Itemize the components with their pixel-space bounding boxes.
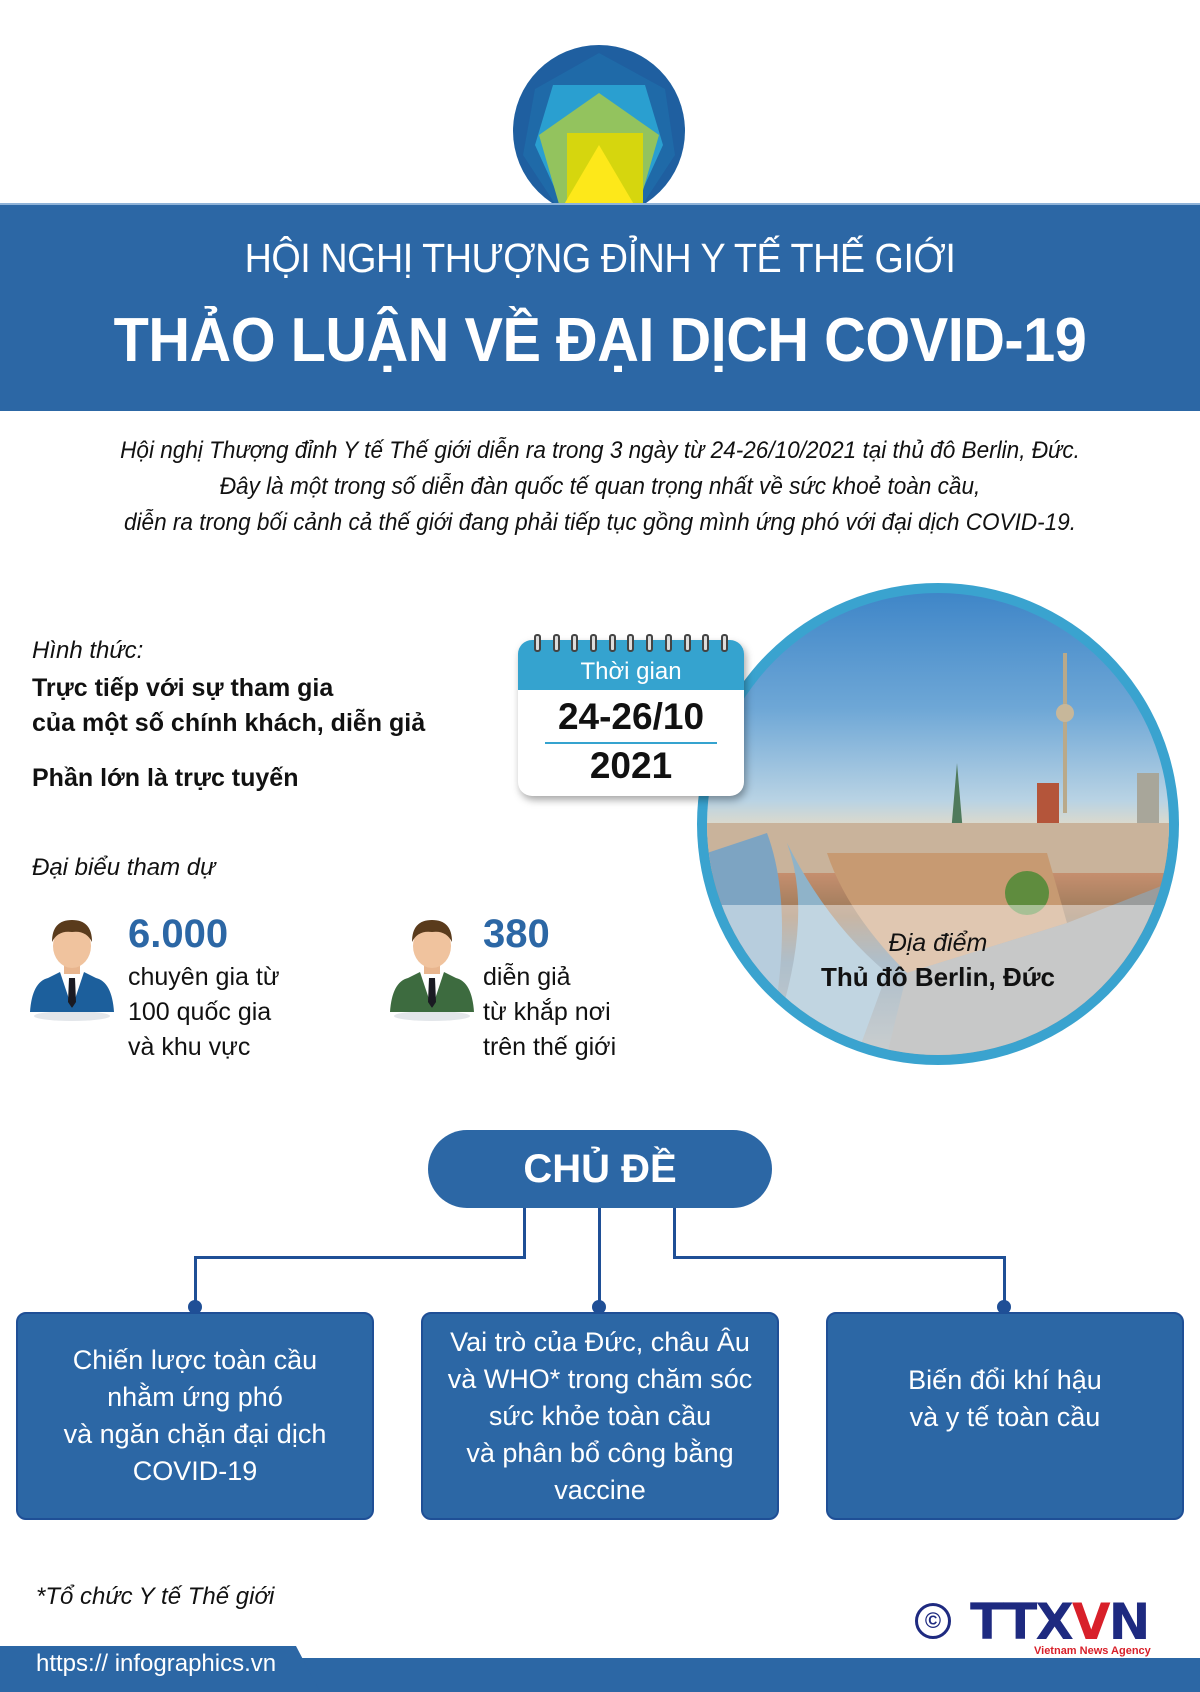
stat-description-speakers (483, 960, 616, 1065)
connector-line (673, 1208, 676, 1258)
brand-v: V (1071, 1593, 1109, 1651)
topic-card-germany-eu-who (421, 1312, 779, 1520)
intro-line: diễn ra trong bối cảnh cả thế giới đang phải tiếp tục gồng mình ứng phó với đại dịch COVID-19. (123, 509, 1077, 536)
person-green-suit-icon (386, 912, 478, 1022)
topic-line: vaccine (554, 1474, 646, 1505)
ring-icon (553, 634, 560, 652)
topic-text (448, 1324, 753, 1509)
header-banner (0, 203, 1200, 411)
ring-icon (627, 634, 634, 652)
delegates-label: Đại biểu tham dự (32, 854, 216, 881)
berlin-skyline-photo (707, 593, 1169, 1055)
format-label: Hình thức: (32, 637, 144, 664)
stat-line: từ khắp nơi (483, 998, 611, 1026)
topic-card-covid-strategy (16, 1312, 374, 1520)
topic-text (64, 1342, 327, 1490)
format-line: Phần lớn là trực tuyến (32, 764, 299, 792)
topic-line: Biến đổi khí hậu (908, 1365, 1102, 1395)
stat-line: và khu vực (128, 1033, 251, 1061)
location-photo-frame (697, 583, 1179, 1065)
topic-line: COVID-19 (132, 1456, 258, 1486)
stat-line: trên thế giới (483, 1033, 617, 1061)
calendar-date: 24-26/10 (557, 696, 705, 737)
location-label: Địa điểm (888, 929, 988, 957)
connector-line (523, 1208, 526, 1258)
ring-icon (702, 634, 709, 652)
ring-icon (609, 634, 616, 652)
connector-line (673, 1256, 1006, 1259)
calendar-card (518, 640, 744, 796)
ring-icon (571, 634, 578, 652)
header-title: THẢO LUẬN VỀ ĐẠI DỊCH COVID-19 (113, 306, 1087, 375)
format-line: Trực tiếp với sự tham gia (32, 674, 334, 702)
topic-text (908, 1362, 1102, 1436)
brand-suffix: N (1108, 1593, 1149, 1651)
footer-url-link[interactable]: https:// infographics.vn (36, 1650, 277, 1677)
format-line: của một số chính khách, diễn giả (32, 709, 426, 737)
stat-line: chuyên gia từ (128, 963, 280, 991)
stat-line: 100 quốc gia (128, 998, 272, 1026)
calendar-year: 2021 (589, 745, 673, 786)
intro-paragraph (36, 433, 1164, 541)
calendar-rings (534, 634, 728, 656)
stat-description-experts (128, 960, 280, 1065)
ring-icon (534, 634, 541, 652)
topic-card-climate-health (826, 1312, 1184, 1520)
stat-number-experts: 6.000 (128, 912, 229, 956)
location-caption (707, 905, 1169, 1055)
location-value: Thủ đô Berlin, Đức (820, 962, 1056, 992)
ring-icon (590, 634, 597, 652)
header-subtitle: HỘI NGHỊ THƯỢNG ĐỈNH Y TẾ THẾ GIỚI (244, 235, 956, 281)
ring-icon (684, 634, 691, 652)
ttxvn-logo (970, 1593, 1149, 1651)
ring-icon (721, 634, 728, 652)
stat-number-speakers: 380 (483, 912, 550, 956)
topic-line: sức khỏe toàn cầu (488, 1400, 712, 1431)
calendar-label: Thời gian (518, 640, 744, 690)
connector-line (194, 1256, 526, 1259)
connector-line (598, 1208, 601, 1310)
topic-line: Vai trò của Đức, châu Âu (450, 1326, 750, 1357)
ring-icon (665, 634, 672, 652)
topic-line: và WHO* trong chăm sóc (447, 1363, 753, 1394)
copyright-icon: © (915, 1603, 951, 1639)
topic-line: Chiến lược toàn cầu (72, 1345, 318, 1375)
footnote: *Tổ chức Y tế Thế giới (36, 1583, 275, 1610)
topic-line: và ngăn chặn đại dịch (63, 1419, 327, 1449)
intro-line: Hội nghị Thượng đỉnh Y tế Thế giới diễn ra trong 3 ngày từ 24-26/10/2021 tại thủ đô Berlin, Đức. (120, 437, 1080, 464)
intro-line: Đây là một trong số diễn đàn quốc tế quan trọng nhất về sức khoẻ toàn cầu, (219, 473, 981, 500)
summit-logo-icon (513, 45, 685, 217)
topic-line: nhằm ứng phó (107, 1382, 283, 1412)
stat-line: diễn giả (483, 963, 571, 991)
topics-title: CHỦ ĐỀ (428, 1130, 772, 1208)
ring-icon (646, 634, 653, 652)
brand-subtitle: Vietnam News Agency (1034, 1645, 1151, 1657)
brand-prefix: TTX (970, 1593, 1072, 1651)
topic-line: và y tế toàn cầu (909, 1402, 1101, 1432)
person-blue-suit-icon (26, 912, 118, 1022)
topic-line: và phân bổ công bằng (466, 1437, 734, 1468)
